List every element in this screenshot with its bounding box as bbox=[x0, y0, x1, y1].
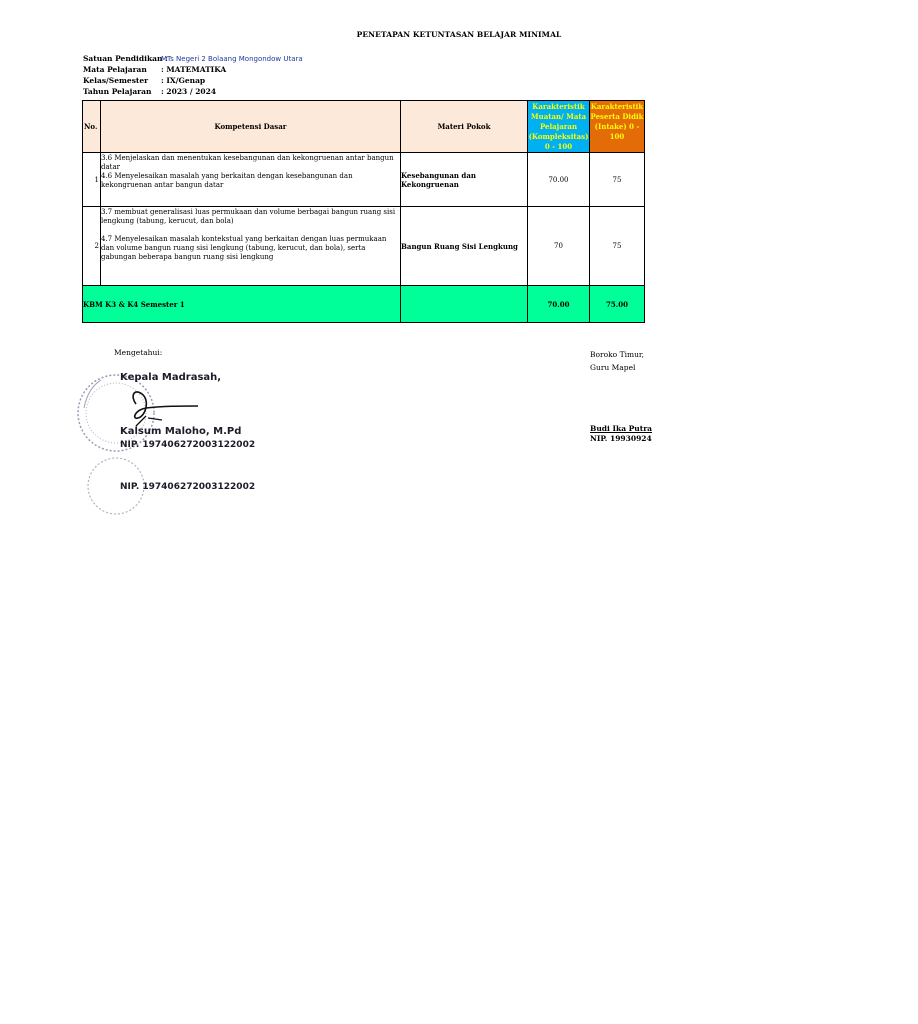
summary-peserta: 75.00 bbox=[590, 286, 645, 323]
meta-value: : 2023 / 2024 bbox=[161, 87, 217, 96]
document-meta bbox=[83, 53, 303, 97]
header-materi-pokok: Materi Pokok bbox=[401, 101, 528, 153]
kd-line: 4.7 Menyelesaikan masalah kontekstual yang berkaitan dengan luas permukaan dan volume bangun ruang sisi lengkung (tabung, kerucut, dan bola), serta gabungan beberapa bangun ruang sisi lengkung bbox=[101, 235, 387, 261]
header-kompetensi-dasar: Kompetensi Dasar bbox=[101, 101, 401, 153]
headmaster-signature-area bbox=[76, 368, 256, 518]
row-number: 2 bbox=[83, 207, 101, 286]
meta-label: Satuan Pendidikan : bbox=[83, 54, 168, 63]
header-karakteristik-muatan: Karakteristik Muatan/ Mata Pelajaran (Kompleksitas) 0 - 100 bbox=[528, 102, 589, 151]
summary-muatan: 70.00 bbox=[528, 286, 590, 323]
acknowledged-label: Mengetahui: bbox=[114, 348, 163, 357]
row-karakteristik-muatan: 70 bbox=[528, 207, 590, 286]
headmaster-nip-ghost: NIP. 197406272003122002 bbox=[120, 440, 256, 450]
meta-year-row bbox=[83, 86, 303, 97]
table-row bbox=[83, 207, 645, 286]
kd-line: 3.6 Menjelaskan dan menentukan kesebangunan dan kekongruenan antar bangun datar bbox=[101, 154, 394, 171]
meta-value: : IX/Genap bbox=[161, 76, 206, 85]
header-karakteristik-peserta: Karakteristik Peserta Didik (Intake) 0 - 100 bbox=[590, 101, 645, 153]
kd-line: 3.7 membuat generalisasi luas permukaan dan volume berbagai bangun ruang sisi lengkung (tabung, kerucut, dan bola) bbox=[101, 208, 396, 225]
row-materi-pokok: Kesebangunan dan Kekongruenan bbox=[401, 153, 528, 207]
table-header-row bbox=[83, 101, 645, 153]
summary-empty bbox=[401, 286, 528, 323]
row-kompetensi-dasar bbox=[101, 153, 401, 207]
row-karakteristik-peserta: 75 bbox=[590, 153, 645, 207]
row-karakteristik-peserta: 75 bbox=[590, 207, 645, 286]
headmaster-nip: NIP. 197406272003122002 bbox=[120, 482, 256, 492]
kd-line: 4.6 Menyelesaikan masalah yang berkaitan dengan kesebangunan dan kekongruenan antar bangun datar bbox=[101, 172, 353, 189]
teacher-name: Budi Ika Putra bbox=[590, 424, 653, 433]
meta-value: : MATEMATIKA bbox=[161, 65, 227, 74]
meta-class-row bbox=[83, 75, 303, 86]
row-kompetensi-dasar bbox=[101, 207, 401, 286]
headmaster-nip-clipped bbox=[120, 440, 256, 450]
meta-school-row bbox=[83, 53, 303, 64]
meta-school-value: MTs Negeri 2 Bolaang Mongondow Utara bbox=[161, 55, 303, 63]
meta-label: Kelas/Semester bbox=[83, 76, 149, 85]
headmaster-role: Kepala Madrasah, bbox=[120, 372, 222, 383]
row-number: 1 bbox=[83, 153, 101, 207]
summary-row bbox=[83, 286, 645, 323]
row-materi-pokok: Bangun Ruang Sisi Lengkung bbox=[401, 207, 528, 286]
meta-label: Mata Pelajaran bbox=[83, 65, 147, 74]
teacher-heading bbox=[590, 348, 644, 374]
teacher-role: Guru Mapel bbox=[590, 363, 636, 372]
kd-spacer bbox=[101, 226, 400, 235]
meta-label: Tahun Pelajaran bbox=[83, 87, 152, 96]
headmaster-name: Kalsum Maloho, M.Pd bbox=[120, 426, 242, 437]
meta-subject-row bbox=[83, 64, 303, 75]
kkm-table bbox=[82, 100, 645, 323]
table-row bbox=[83, 153, 645, 207]
place-date: Boroko Timur, bbox=[590, 350, 645, 359]
header-no: No. bbox=[83, 101, 101, 153]
teacher-signature-block bbox=[590, 424, 653, 444]
document-title: PENETAPAN KETUNTASAN BELAJAR MINIMAL bbox=[356, 30, 562, 39]
row-karakteristik-muatan: 70.00 bbox=[528, 153, 590, 207]
summary-label: KBM K3 & K4 Semester 1 bbox=[83, 286, 401, 323]
teacher-nip: NIP. 19930924 bbox=[590, 434, 652, 443]
